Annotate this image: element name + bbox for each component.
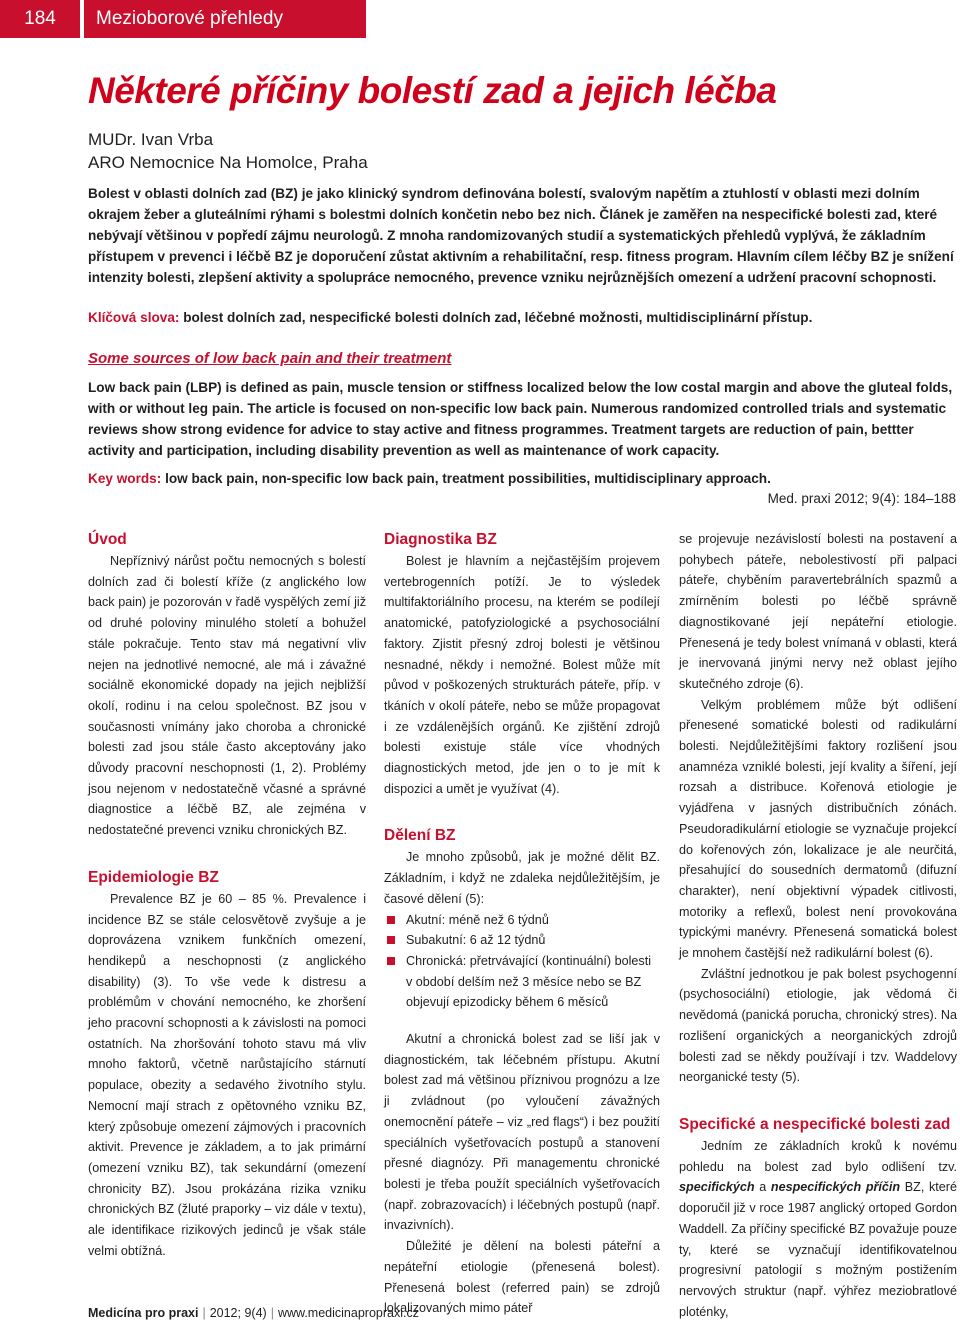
square-bullet-icon bbox=[387, 957, 395, 965]
citation: Med. praxi 2012; 9(4): 184–188 bbox=[767, 491, 956, 506]
paragraph: Je mnoho způsobů, jak je možné dělit BZ. Základním, i když ne zdaleka nejdůležitějším, je časové dělení (5): bbox=[384, 850, 660, 906]
heading-deleni: Dělení BZ bbox=[384, 827, 456, 845]
classification-list bbox=[384, 910, 660, 1014]
paragraph: Důležité je dělení na bolesti páteřní a nepáteřní etiologie (přenesená bolest). Přenesená bolest (referred pain) se zdrojů lokalizovaných mimo páteř bbox=[384, 1239, 660, 1316]
keywords-cs-text: bolest dolních zad, nespecifické bolesti dolních zad, léčebné možnosti, multidisciplinární přístup. bbox=[183, 310, 813, 325]
journal-name: Medicína pro praxi bbox=[88, 1306, 199, 1320]
square-bullet-icon bbox=[387, 916, 395, 924]
author: MUDr. Ivan Vrba bbox=[88, 130, 214, 149]
keywords-cs-label: Klíčová slova: bbox=[88, 310, 180, 325]
paragraph: Bolest je hlavním a nejčastějším projevem vertebrogenních potíží. Je to výsledek multifaktoriálního procesu, na kterém se podílejí anatomické, patofyziologické a psychosociální faktory. Zjistit přesný zdroj bolesti je většinou nesnadné, někdy i nemožné. Bolest může mít původ v poškozených strukturách páteře, příp. v tkáních v okolí páteře, nebo se může propagovat i ze vzdálenějších orgánů. Ke zjištění zdrojů bolesti existuje stále více vhodných diagnostických metod, jde jen o to je mít k dispozici a umět je využívat (4). bbox=[384, 554, 660, 796]
list-item: Chronická: přetrvávající (kontinuální) bolesti v období delším než 3 měsíce nebo se BZ objevují epizodicky během 6 měsíců bbox=[384, 951, 660, 1013]
abstract-cs: Bolest v oblasti dolních zad (BZ) je jako klinický syndrom definována bolestí, svalovým napětím a ztuhlostí v oblasti mezi dolním okrajem žeber a gluteálními rýhami s bolestmi dolních končetin nebo bez nich. Článek je zaměřen na nespecifické bolesti zad, které nebývají většinou v popředí zájmu neurologů. Z mnoha randomizovaných studií a systematických přehledů vyplývá, že základním přístupem v prevenci i léčbě BZ je doporučení zůstat aktivním a rehabilitační, resp. fitness program. Hlavním cílem léčby BZ je snížení intenzity bolesti, zlepšení aktivity a spolupráce nemocného, prevence vzniku nejrůznějších omezení a udržení pracovní schopnosti. bbox=[88, 186, 954, 285]
keywords-en-label: Key words: bbox=[88, 471, 162, 486]
paragraph: Nepříznivý nárůst počtu nemocných s bolestí dolních zad či bolestí kříže (z anglického low back pain) je pozorován v řadě vyspělých zemí již od druhé poloviny minulého století a bohužel stále pokračuje. Tento stav má negativní vliv nejen na jednotlivé nemocné, ale má i závažné sociálně ekonomické dopady na jejich nejbližší okolí, rodinu i na celou společnost. BZ jsou v současnosti vnímány jako choroba a chronické bolesti zad jsou stále často akceptovány jako důvody pracovní neschopnosti (1, 2). Problémy jsou nejenom v nedostatečně včasné a správné diagnostice a léčbě BZ, ale zejména v nedostatečné prevenci vzniku chronických BZ. bbox=[88, 554, 366, 838]
column-3 bbox=[679, 529, 957, 1322]
page-number: 184 bbox=[0, 0, 80, 38]
affiliation: ARO Nemocnice Na Homolce, Praha bbox=[88, 153, 368, 172]
column-1 bbox=[88, 529, 366, 1262]
journal-website[interactable]: www.medicinapropraxi.cz bbox=[277, 1306, 419, 1320]
article-title: Některé příčiny bolestí zad a jejich léčba bbox=[88, 70, 777, 111]
paragraph: Prevalence BZ je 60 – 85 %. Prevalence i incidence BZ se stále celosvětově zvyšuje a je doprovázena vznikem funkčních omezení, hendikepů a neschopnosti (z anglického disability) (3). To vše vede k distresu a problémům v chování nemocného, ke zhoršení jeho pracovní schopnosti a k závislosti na pomoci ostatních. Na zhoršování tohoto stavu má vliv mnoho faktorů, včetně narůstajícího stárnutí populace, obezity a sedavého životního stylu. Nemocní mají strach z opětovného vzniku BZ, který způsobuje omezení zájmových i pracovních aktivit. Prevence je základem, a to jak primární (omezení vzniku BZ), tak sekundární (omezení chronicity BZ). Jsou prokázána rizika vzniku chronických BZ (žluté praporky – viz dále v textu), ale identifikace rizikových jedinců je však stále velmi obtížná. bbox=[88, 891, 366, 1258]
keywords-cs bbox=[88, 307, 958, 328]
paragraph: Zvláštní jednotkou je pak bolest psychogenní (psychosociální) etiologie, jak vědomá či nevědomá (panická porucha, chronický stres). Na rozlišení organických a neorganických zdrojů bolesti zad se někdy používají i tzv. Waddelovy neorganické testy (5). bbox=[679, 966, 957, 1085]
section-title: Mezioborové přehledy bbox=[84, 0, 366, 38]
heading-specificke: Specifické a nespecifické bolesti zad bbox=[679, 1115, 951, 1133]
heading-diagnostika: Diagnostika BZ bbox=[384, 531, 497, 548]
square-bullet-icon bbox=[387, 936, 395, 944]
paragraph: Akutní a chronická bolest zad se liší jak v diagnostickém, tak léčebném přístupu. Akutní bolest zad má většinou příznivou prognózu a lze ji zvládnout (po vyloučení závažných onemocnění páteře – viz „red flags“) i bez použití speciálních vyšetřovacích postupů a stanovení přesné diagnózy. Při managementu chronické bolesti je třeba použít speciálních vyšetřovacích (např. zobrazovacích) i léčebných postupů (např. invazivních). bbox=[384, 1032, 660, 1233]
abstract-en: Low back pain (LBP) is defined as pain, muscle tension or stiffness localized below the low costal margin and above the gluteal folds, with or without leg pain. The article is focused on non-specific low back pain. Numerous randomized controlled trials and systematic reviews show strong evidence for advice to stay active and fitness programmes. Treatment targets are reduction of pain, bettter activity and participation, including disability prevention as well as maintenance of work capacity. bbox=[88, 380, 953, 458]
paragraph: Velkým problémem může být odlišení přenesené somatické bolesti od radikulární bolesti. Nejdůležitějšími faktory rozlišení jsou anamnéza vzniklé bolesti, její kvality a šíření, její rozsah a distribuce. Kořenová etiologie je vyjádřena v jasných distribučních zónách. Pseudoradikulární etiologie se vyznačuje projekcí do kořenových zón, lokalizace je ale neurčitá, přesahující do sousedních dermatomů (difuzní charakter), není objektivní výpadek citlivosti, motoriky a reflexů, bolest není provokována typickými manévry. Přenesená somatická bolest je mnohem častější než radikulární bolest (6). bbox=[679, 697, 957, 961]
journal-issue: 2012; 9(4) bbox=[209, 1306, 267, 1320]
keywords-en bbox=[88, 468, 958, 489]
column-2 bbox=[384, 529, 660, 1319]
heading-uvod: Úvod bbox=[88, 531, 127, 548]
list-item: Subakutní: 6 až 12 týdnů bbox=[384, 930, 660, 951]
keywords-en-text: low back pain, non-specific low back pain, treatment possibilities, multidisciplinary approach. bbox=[165, 471, 771, 486]
heading-epidemiologie: Epidemiologie BZ bbox=[88, 868, 219, 886]
footer: Medicína pro praxi | 2012; 9(4) | www.medicinapropraxi.cz bbox=[88, 1306, 419, 1320]
paragraph: se projevuje nezávislostí bolesti na postavení a pohybech páteře, nebolestivostí při palpaci páteře, chyběním paravertebrálních spazmů a zmírněním bolesti po léčbě správně diagnostikované její nepáteřní etiologie. Přenesená je tedy bolest vnímaná v oblasti, která je inervovaná jinými nervy než oblast jejího skutečného zdroje (6). bbox=[679, 532, 957, 691]
english-title: Some sources of low back pain and their treatment bbox=[88, 350, 452, 367]
list-item: Akutní: méně než 6 týdnů bbox=[384, 910, 660, 931]
paragraph: Jedním ze základních kroků k novému pohledu na bolest zad bylo odlišení tzv. specifických a nespecifických příčin BZ, které doporučil již v roce 1987 anglický ortoped Gordon Waddell. Za příčiny specifické BZ považuje pouze ty, které se vyznačují identifikovatelnou progresivní patologií s možným postižením nervových struktur (např. výhřez meziobratlové ploténky, bbox=[679, 1138, 957, 1319]
